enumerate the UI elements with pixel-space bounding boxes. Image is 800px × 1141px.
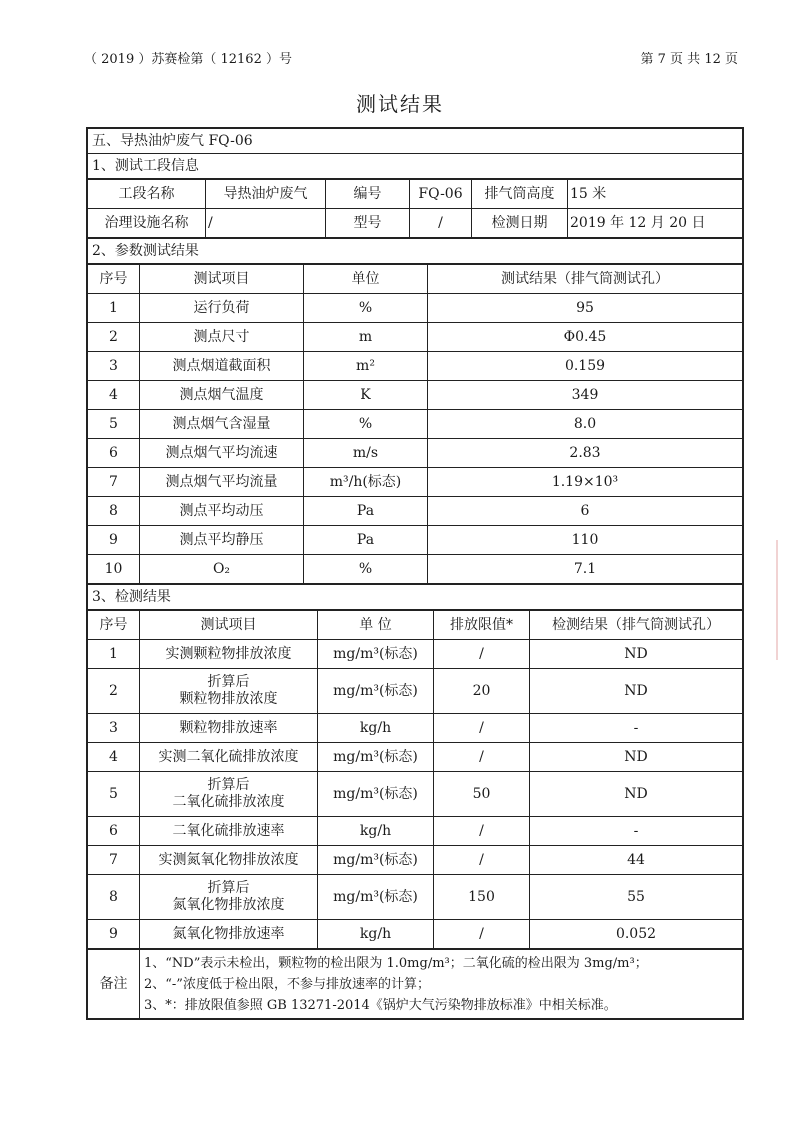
detect-item-line: 实测氮氧化物排放浓度	[158, 851, 299, 868]
info-row-2	[88, 209, 743, 238]
param-unit: m²	[304, 352, 428, 381]
header-cell: 单 位	[318, 611, 434, 640]
parameter-row	[88, 352, 743, 381]
section1-title: 1、测试工段信息	[88, 154, 743, 179]
detection-header-row	[88, 611, 743, 640]
detect-item-line: 二氧化硫排放浓度	[172, 794, 285, 810]
param-index: 1	[88, 294, 140, 323]
detect-unit: mg/m³(标态)	[318, 875, 434, 920]
parameter-row	[88, 497, 743, 526]
param-item: 测点烟气平均流速	[140, 439, 304, 468]
param-index: 9	[88, 526, 140, 555]
param-index: 4	[88, 381, 140, 410]
detect-item-line: 颗粒物排放速率	[179, 719, 278, 736]
section-main-table	[87, 128, 743, 179]
notes-row	[88, 950, 743, 1019]
detect-unit: mg/m³(标态)	[318, 640, 434, 669]
detect-limit: /	[434, 640, 530, 669]
detect-item	[140, 772, 318, 817]
detect-result: 55	[530, 875, 743, 920]
section2-title-table	[87, 238, 743, 264]
detect-result: 0.052	[530, 920, 743, 949]
section2-title: 2、参数测试结果	[88, 239, 743, 264]
segment-info-table	[87, 179, 743, 238]
parameter-row	[88, 526, 743, 555]
detect-index: 6	[88, 817, 140, 846]
note-line: 1、“ND”表示未检出，颗粒物的检出限为 1.0mg/m³；二氧化硫的检出限为 3mg/m³；	[144, 955, 648, 971]
parameter-row	[88, 381, 743, 410]
param-index: 7	[88, 468, 140, 497]
detection-row	[88, 669, 743, 714]
detection-row	[88, 920, 743, 949]
detect-item	[140, 875, 318, 920]
info-value: /	[410, 209, 472, 238]
param-unit: Pa	[304, 526, 428, 555]
param-result: 7.1	[428, 555, 743, 584]
section3-title-table	[87, 584, 743, 610]
header-cell: 单位	[304, 265, 428, 294]
detect-limit: /	[434, 846, 530, 875]
param-unit: K	[304, 381, 428, 410]
header-cell: 检测结果（排气筒测试孔）	[530, 611, 743, 640]
detect-index: 1	[88, 640, 140, 669]
info-label: 工段名称	[88, 180, 206, 209]
param-item: 测点烟道截面积	[140, 352, 304, 381]
param-index: 6	[88, 439, 140, 468]
notes-content	[140, 950, 743, 1019]
param-unit: %	[304, 294, 428, 323]
detect-item	[140, 743, 318, 772]
parameter-row	[88, 410, 743, 439]
info-value: 15 米	[568, 180, 743, 209]
note-line: 3、*：排放限值参照 GB 13271-2014《锅炉大气污染物排放标准》中相关标准。	[144, 997, 617, 1013]
detect-item-line: 二氧化硫排放速率	[172, 822, 285, 839]
param-item: 测点平均动压	[140, 497, 304, 526]
detection-row	[88, 817, 743, 846]
detect-limit: 20	[434, 669, 530, 714]
param-index: 8	[88, 497, 140, 526]
header-cell: 测试项目	[140, 611, 318, 640]
detect-item	[140, 846, 318, 875]
section-main-title: 五、导热油炉废气 FQ-06	[88, 129, 743, 154]
header-cell: 测试项目	[140, 265, 304, 294]
detect-item-line: 折算后	[207, 777, 250, 793]
param-index: 10	[88, 555, 140, 584]
detect-unit: kg/h	[318, 714, 434, 743]
param-unit: m³/h(标态)	[304, 468, 428, 497]
parameter-row	[88, 294, 743, 323]
param-unit: m/s	[304, 439, 428, 468]
parameter-table	[87, 264, 743, 584]
detect-item	[140, 640, 318, 669]
seal-stamp-edge	[776, 540, 800, 660]
param-unit: %	[304, 410, 428, 439]
info-label: 排气筒高度	[472, 180, 568, 209]
param-result: 349	[428, 381, 743, 410]
detect-index: 7	[88, 846, 140, 875]
detect-unit: mg/m³(标态)	[318, 772, 434, 817]
results-document	[86, 127, 744, 1020]
page-title: 测试结果	[356, 92, 444, 116]
header-cell: 序号	[88, 265, 140, 294]
detect-index: 4	[88, 743, 140, 772]
detect-unit: mg/m³(标态)	[318, 846, 434, 875]
detect-result: 44	[530, 846, 743, 875]
param-result: 8.0	[428, 410, 743, 439]
header-cell: 序号	[88, 611, 140, 640]
detect-unit: kg/h	[318, 817, 434, 846]
param-index: 2	[88, 323, 140, 352]
param-item: O₂	[140, 555, 304, 584]
detection-row	[88, 714, 743, 743]
detect-item-line: 氮氧化物排放速率	[172, 925, 285, 942]
detect-result: ND	[530, 743, 743, 772]
param-unit: %	[304, 555, 428, 584]
detect-index: 5	[88, 772, 140, 817]
detect-result: -	[530, 714, 743, 743]
detect-item	[140, 669, 318, 714]
param-unit: m	[304, 323, 428, 352]
detection-row	[88, 772, 743, 817]
param-index: 5	[88, 410, 140, 439]
detect-limit: /	[434, 714, 530, 743]
param-result: 95	[428, 294, 743, 323]
note-line: 2、“-”浓度低于检出限，不参与排放速率的计算；	[144, 976, 430, 992]
detect-item-line: 实测颗粒物排放浓度	[165, 645, 292, 662]
notes-label: 备注	[88, 950, 140, 1019]
detect-item-line: 实测二氧化硫排放浓度	[158, 748, 299, 765]
page-number: 第 7 页 共 12 页	[640, 52, 738, 67]
section3-title: 3、检测结果	[88, 585, 743, 610]
parameter-row	[88, 555, 743, 584]
param-item: 测点尺寸	[140, 323, 304, 352]
detection-row	[88, 846, 743, 875]
info-label: 编号	[326, 180, 410, 209]
param-result: 2.83	[428, 439, 743, 468]
info-value: /	[206, 209, 326, 238]
param-result: 0.159	[428, 352, 743, 381]
detect-item-line: 折算后	[207, 674, 250, 690]
info-row-1	[88, 180, 743, 209]
detect-index: 3	[88, 714, 140, 743]
param-result: 1.19×10³	[428, 468, 743, 497]
detect-limit: /	[434, 743, 530, 772]
detection-row	[88, 875, 743, 920]
parameter-header-row	[88, 265, 743, 294]
info-value: FQ-06	[410, 180, 472, 209]
param-item: 测点烟气温度	[140, 381, 304, 410]
detection-table	[87, 610, 743, 949]
detect-item-line: 折算后	[207, 880, 250, 896]
info-label: 型号	[326, 209, 410, 238]
notes-table	[87, 949, 743, 1019]
detect-limit: 150	[434, 875, 530, 920]
param-result: 6	[428, 497, 743, 526]
detect-index: 2	[88, 669, 140, 714]
detect-unit: mg/m³(标态)	[318, 743, 434, 772]
detect-item	[140, 714, 318, 743]
param-item: 测点烟气含湿量	[140, 410, 304, 439]
detect-limit: /	[434, 920, 530, 949]
detect-result: -	[530, 817, 743, 846]
info-value: 导热油炉废气	[206, 180, 326, 209]
detect-index: 9	[88, 920, 140, 949]
parameter-row	[88, 468, 743, 497]
info-label: 检测日期	[472, 209, 568, 238]
detect-item-line: 颗粒物排放浓度	[179, 691, 278, 707]
detect-result: ND	[530, 772, 743, 817]
detect-item	[140, 817, 318, 846]
detect-item-line: 氮氧化物排放浓度	[172, 897, 285, 913]
param-result: 110	[428, 526, 743, 555]
detect-limit: /	[434, 817, 530, 846]
header-cell: 排放限值*	[434, 611, 530, 640]
header-cell: 测试结果（排气筒测试孔）	[428, 265, 743, 294]
detection-row	[88, 640, 743, 669]
parameter-row	[88, 439, 743, 468]
param-result: Φ0.45	[428, 323, 743, 352]
detection-row	[88, 743, 743, 772]
param-item: 运行负荷	[140, 294, 304, 323]
param-item: 测点烟气平均流量	[140, 468, 304, 497]
detect-unit: kg/h	[318, 920, 434, 949]
detect-item	[140, 920, 318, 949]
info-value: 2019 年 12 月 20 日	[568, 209, 743, 238]
detect-index: 8	[88, 875, 140, 920]
detect-limit: 50	[434, 772, 530, 817]
detect-unit: mg/m³(标态)	[318, 669, 434, 714]
parameter-row	[88, 323, 743, 352]
param-index: 3	[88, 352, 140, 381]
info-label: 治理设施名称	[88, 209, 206, 238]
detect-result: ND	[530, 669, 743, 714]
param-unit: Pa	[304, 497, 428, 526]
param-item: 测点平均静压	[140, 526, 304, 555]
report-number: （ 2019 ）苏赛检第（ 12162 ）号	[84, 52, 292, 67]
detect-result: ND	[530, 640, 743, 669]
